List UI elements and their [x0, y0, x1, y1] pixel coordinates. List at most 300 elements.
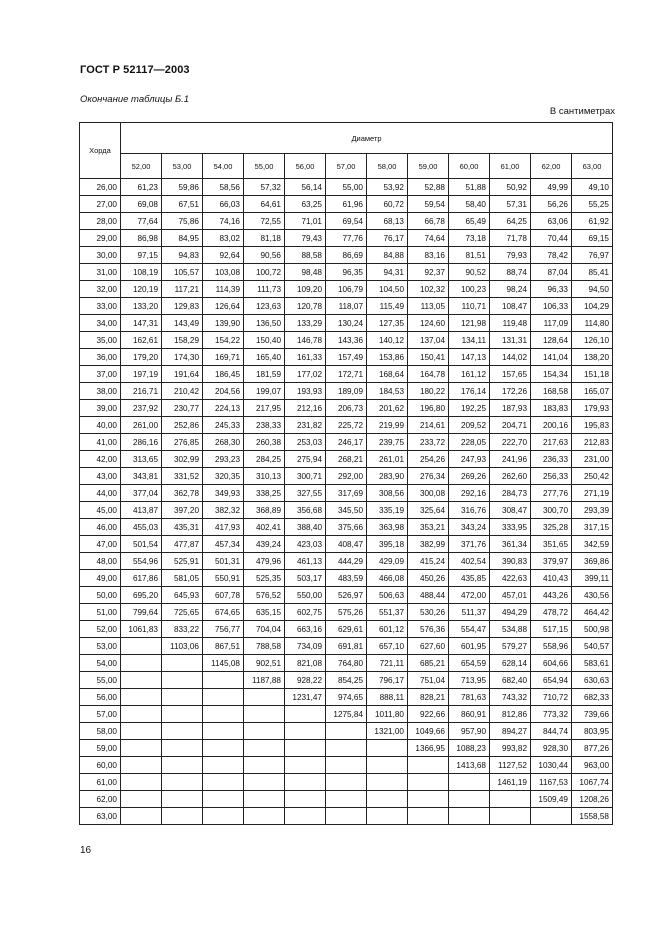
value-cell: 361,34 — [490, 536, 531, 553]
value-cell: 104,29 — [572, 298, 613, 315]
column-header: 59,00 — [408, 154, 449, 179]
diameter-header: Диаметр — [121, 123, 613, 154]
value-cell: 222,70 — [490, 434, 531, 451]
value-cell: 96,33 — [531, 281, 572, 298]
value-cell: 957,90 — [449, 723, 490, 740]
value-cell: 206,73 — [326, 400, 367, 417]
value-cell: 88,74 — [490, 264, 531, 281]
value-cell: 375,66 — [326, 519, 367, 536]
value-cell: 395,18 — [367, 536, 408, 553]
value-cell: 114,39 — [203, 281, 244, 298]
value-cell: 92,37 — [408, 264, 449, 281]
value-cell: 113,05 — [408, 298, 449, 315]
value-cell: 147,31 — [121, 315, 162, 332]
value-cell: 435,31 — [162, 519, 203, 536]
value-cell — [367, 740, 408, 757]
value-cell: 743,32 — [490, 689, 531, 706]
value-cell: 799,64 — [121, 604, 162, 621]
units-note: В сантиметрах — [549, 106, 615, 117]
value-cell: 165,40 — [244, 349, 285, 366]
value-cell: 56,14 — [285, 179, 326, 196]
chord-cell: 59,00 — [80, 740, 121, 757]
value-cell: 581,05 — [162, 570, 203, 587]
value-cell: 554,47 — [449, 621, 490, 638]
value-cell: 256,33 — [531, 468, 572, 485]
value-cell: 300,70 — [531, 502, 572, 519]
value-cell — [121, 723, 162, 740]
value-cell: 172,26 — [490, 383, 531, 400]
value-cell: 230,77 — [162, 400, 203, 417]
value-cell: 121,98 — [449, 315, 490, 332]
value-cell: 269,26 — [449, 468, 490, 485]
value-cell: 179,93 — [572, 400, 613, 417]
chord-cell: 43,00 — [80, 468, 121, 485]
chord-cell: 47,00 — [80, 536, 121, 553]
value-cell — [285, 706, 326, 723]
chord-cell: 32,00 — [80, 281, 121, 298]
value-cell — [162, 740, 203, 757]
value-cell: 261,00 — [121, 417, 162, 434]
value-cell: 457,34 — [203, 536, 244, 553]
value-cell: 119,48 — [490, 315, 531, 332]
value-cell: 607,78 — [203, 587, 244, 604]
value-cell: 503,17 — [285, 570, 326, 587]
value-cell: 216,71 — [121, 383, 162, 400]
value-cell: 96,35 — [326, 264, 367, 281]
value-cell: 212,16 — [285, 400, 326, 417]
value-cell: 246,17 — [326, 434, 367, 451]
chord-cell: 41,00 — [80, 434, 121, 451]
value-cell: 59,86 — [162, 179, 203, 196]
value-cell — [408, 757, 449, 774]
value-cell: 61,23 — [121, 179, 162, 196]
value-cell: 77,76 — [326, 230, 367, 247]
value-cell: 143,36 — [326, 332, 367, 349]
value-cell: 57,31 — [490, 196, 531, 213]
value-cell: 796,17 — [367, 672, 408, 689]
value-cell: 129,83 — [162, 298, 203, 315]
column-header: 63,00 — [572, 154, 613, 179]
value-cell: 114,80 — [572, 315, 613, 332]
column-header: 58,00 — [367, 154, 408, 179]
value-cell — [367, 757, 408, 774]
value-cell: 161,33 — [285, 349, 326, 366]
value-cell: 576,36 — [408, 621, 449, 638]
value-cell: 356,68 — [285, 502, 326, 519]
value-cell: 139,90 — [203, 315, 244, 332]
value-cell: 525,91 — [162, 553, 203, 570]
value-cell: 217,63 — [531, 434, 572, 451]
value-cell: 241,96 — [490, 451, 531, 468]
value-cell: 551,37 — [367, 604, 408, 621]
chord-cell: 61,00 — [80, 774, 121, 791]
value-cell: 143,49 — [162, 315, 203, 332]
value-cell: 92,64 — [203, 247, 244, 264]
value-cell: 483,59 — [326, 570, 367, 587]
value-cell: 184,53 — [367, 383, 408, 400]
value-cell: 377,04 — [121, 485, 162, 502]
value-cell — [244, 757, 285, 774]
value-cell: 212,83 — [572, 434, 613, 451]
value-cell: 69,08 — [121, 196, 162, 213]
table-row — [80, 230, 613, 247]
value-cell: 579,27 — [490, 638, 531, 655]
value-cell: 276,85 — [162, 434, 203, 451]
column-header: 53,00 — [162, 154, 203, 179]
value-cell: 430,56 — [572, 587, 613, 604]
chord-cell: 27,00 — [80, 196, 121, 213]
value-cell: 464,42 — [572, 604, 613, 621]
value-cell: 63,25 — [285, 196, 326, 213]
value-cell: 317,69 — [326, 485, 367, 502]
value-cell — [121, 655, 162, 672]
value-cell: 1231,47 — [285, 689, 326, 706]
value-cell: 316,76 — [449, 502, 490, 519]
value-cell: 124,60 — [408, 315, 449, 332]
page-number: 16 — [80, 845, 92, 856]
chord-cell: 54,00 — [80, 655, 121, 672]
value-cell: 402,41 — [244, 519, 285, 536]
value-cell: 199,07 — [244, 383, 285, 400]
value-cell: 172,71 — [326, 366, 367, 383]
value-cell: 713,95 — [449, 672, 490, 689]
chord-cell: 29,00 — [80, 230, 121, 247]
value-cell: 50,92 — [490, 179, 531, 196]
value-cell: 1413,68 — [449, 757, 490, 774]
value-cell — [244, 774, 285, 791]
column-header: 61,00 — [490, 154, 531, 179]
value-cell: 111,73 — [244, 281, 285, 298]
value-cell: 61,92 — [572, 213, 613, 230]
table-row — [80, 468, 613, 485]
value-cell: 94,83 — [162, 247, 203, 264]
value-cell — [121, 689, 162, 706]
value-cell: 102,32 — [408, 281, 449, 298]
value-cell — [244, 706, 285, 723]
value-cell: 534,88 — [490, 621, 531, 638]
value-cell — [121, 757, 162, 774]
value-cell: 439,24 — [244, 536, 285, 553]
value-cell: 133,29 — [285, 315, 326, 332]
value-cell: 888,11 — [367, 689, 408, 706]
value-cell: 371,76 — [449, 536, 490, 553]
chord-cell: 48,00 — [80, 553, 121, 570]
value-cell: 399,11 — [572, 570, 613, 587]
value-cell: 209,52 — [449, 417, 490, 434]
value-cell: 261,01 — [367, 451, 408, 468]
value-cell: 65,49 — [449, 213, 490, 230]
chord-cell: 33,00 — [80, 298, 121, 315]
chord-cell: 49,00 — [80, 570, 121, 587]
value-cell — [326, 757, 367, 774]
value-cell: 313,65 — [121, 451, 162, 468]
value-cell: 127,35 — [367, 315, 408, 332]
value-cell: 500,98 — [572, 621, 613, 638]
value-cell — [121, 740, 162, 757]
value-cell — [490, 791, 531, 808]
value-cell: 1049,66 — [408, 723, 449, 740]
value-cell: 67,51 — [162, 196, 203, 213]
value-cell — [162, 757, 203, 774]
value-cell: 293,39 — [572, 502, 613, 519]
value-cell: 228,05 — [449, 434, 490, 451]
table-row — [80, 349, 613, 366]
value-cell — [203, 774, 244, 791]
value-cell — [285, 774, 326, 791]
value-cell: 928,22 — [285, 672, 326, 689]
value-cell: 58,40 — [449, 196, 490, 213]
value-cell: 382,99 — [408, 536, 449, 553]
chord-cell: 58,00 — [80, 723, 121, 740]
value-cell: 558,96 — [531, 638, 572, 655]
value-cell: 704,04 — [244, 621, 285, 638]
value-cell: 922,66 — [408, 706, 449, 723]
value-cell: 429,09 — [367, 553, 408, 570]
column-header: 56,00 — [285, 154, 326, 179]
value-cell: 71,01 — [285, 213, 326, 230]
value-cell: 58,56 — [203, 179, 244, 196]
value-cell: 78,42 — [531, 247, 572, 264]
value-cell — [121, 791, 162, 808]
value-cell: 109,20 — [285, 281, 326, 298]
table-row — [80, 553, 613, 570]
value-cell: 751,04 — [408, 672, 449, 689]
value-cell — [244, 689, 285, 706]
value-cell: 408,47 — [326, 536, 367, 553]
table-row — [80, 451, 613, 468]
value-cell — [449, 791, 490, 808]
value-cell: 417,93 — [203, 519, 244, 536]
value-cell — [121, 672, 162, 689]
value-cell: 540,57 — [572, 638, 613, 655]
value-cell: 710,72 — [531, 689, 572, 706]
table-row — [80, 791, 613, 808]
value-cell: 488,44 — [408, 587, 449, 604]
value-cell: 721,11 — [367, 655, 408, 672]
value-cell: 1061,83 — [121, 621, 162, 638]
value-cell: 83,02 — [203, 230, 244, 247]
value-cell: 268,30 — [203, 434, 244, 451]
table-row — [80, 706, 613, 723]
value-cell: 74,64 — [408, 230, 449, 247]
value-cell: 657,10 — [367, 638, 408, 655]
value-cell: 183,83 — [531, 400, 572, 417]
value-cell: 64,61 — [244, 196, 285, 213]
value-cell: 627,60 — [408, 638, 449, 655]
value-cell: 300,71 — [285, 468, 326, 485]
value-cell: 511,37 — [449, 604, 490, 621]
value-cell: 550,91 — [203, 570, 244, 587]
chord-cell: 39,00 — [80, 400, 121, 417]
value-cell: 803,95 — [572, 723, 613, 740]
value-cell: 74,16 — [203, 213, 244, 230]
value-cell: 506,63 — [367, 587, 408, 604]
value-cell — [244, 808, 285, 825]
value-cell — [162, 655, 203, 672]
value-cell: 422,63 — [490, 570, 531, 587]
value-cell: 252,86 — [162, 417, 203, 434]
value-cell: 192,25 — [449, 400, 490, 417]
value-cell — [121, 638, 162, 655]
value-cell: 1461,19 — [490, 774, 531, 791]
value-cell: 154,22 — [203, 332, 244, 349]
table-row — [80, 298, 613, 315]
chord-cell: 62,00 — [80, 791, 121, 808]
value-cell: 157,65 — [490, 366, 531, 383]
value-cell: 283,90 — [367, 468, 408, 485]
value-cell: 325,64 — [408, 502, 449, 519]
value-cell: 457,01 — [490, 587, 531, 604]
table-row — [80, 264, 613, 281]
value-cell: 300,08 — [408, 485, 449, 502]
value-cell: 410,43 — [531, 570, 572, 587]
value-cell: 144,02 — [490, 349, 531, 366]
value-cell — [449, 808, 490, 825]
value-cell: 525,35 — [244, 570, 285, 587]
value-cell: 284,25 — [244, 451, 285, 468]
value-cell: 245,33 — [203, 417, 244, 434]
value-cell: 501,31 — [203, 553, 244, 570]
value-cell: 88,58 — [285, 247, 326, 264]
value-cell: 617,86 — [121, 570, 162, 587]
value-cell: 773,32 — [531, 706, 572, 723]
value-cell: 140,12 — [367, 332, 408, 349]
value-cell: 576,52 — [244, 587, 285, 604]
value-cell: 181,59 — [244, 366, 285, 383]
value-cell: 120,19 — [121, 281, 162, 298]
value-cell: 993,82 — [490, 740, 531, 757]
value-cell — [162, 689, 203, 706]
value-cell: 833,22 — [162, 621, 203, 638]
chord-cell: 31,00 — [80, 264, 121, 281]
value-cell — [203, 689, 244, 706]
value-cell: 292,00 — [326, 468, 367, 485]
value-cell: 94,50 — [572, 281, 613, 298]
table-row — [80, 757, 613, 774]
value-cell: 176,14 — [449, 383, 490, 400]
value-cell: 691,81 — [326, 638, 367, 655]
value-cell: 195,83 — [572, 417, 613, 434]
value-cell: 443,26 — [531, 587, 572, 604]
value-cell — [121, 774, 162, 791]
value-cell: 64,25 — [490, 213, 531, 230]
value-cell: 79,43 — [285, 230, 326, 247]
value-cell: 63,06 — [531, 213, 572, 230]
value-cell: 902,51 — [244, 655, 285, 672]
value-cell: 894,27 — [490, 723, 531, 740]
chord-cell: 30,00 — [80, 247, 121, 264]
value-cell: 100,23 — [449, 281, 490, 298]
value-cell: 104,50 — [367, 281, 408, 298]
table-row — [80, 315, 613, 332]
value-cell: 105,57 — [162, 264, 203, 281]
value-cell: 180,22 — [408, 383, 449, 400]
value-cell: 196,80 — [408, 400, 449, 417]
value-cell: 133,20 — [121, 298, 162, 315]
value-cell: 343,24 — [449, 519, 490, 536]
value-cell: 276,34 — [408, 468, 449, 485]
value-cell: 604,66 — [531, 655, 572, 672]
value-cell: 84,88 — [367, 247, 408, 264]
chord-cell: 55,00 — [80, 672, 121, 689]
value-cell: 100,72 — [244, 264, 285, 281]
value-cell: 739,66 — [572, 706, 613, 723]
value-cell: 90,56 — [244, 247, 285, 264]
value-cell: 382,32 — [203, 502, 244, 519]
table-row — [80, 213, 613, 230]
value-cell: 308,56 — [367, 485, 408, 502]
table-row — [80, 655, 613, 672]
column-header: 60,00 — [449, 154, 490, 179]
value-cell: 1088,23 — [449, 740, 490, 757]
value-cell: 1558,58 — [572, 808, 613, 825]
value-cell: 260,38 — [244, 434, 285, 451]
chord-cell: 28,00 — [80, 213, 121, 230]
value-cell: 137,04 — [408, 332, 449, 349]
column-header: 52,00 — [121, 154, 162, 179]
value-cell: 79,93 — [490, 247, 531, 264]
table-row — [80, 247, 613, 264]
value-cell: 725,65 — [162, 604, 203, 621]
table-row — [80, 332, 613, 349]
value-cell — [326, 774, 367, 791]
table-row — [80, 434, 613, 451]
value-cell: 204,71 — [490, 417, 531, 434]
value-cell: 1167,53 — [531, 774, 572, 791]
value-cell: 877,26 — [572, 740, 613, 757]
table-row — [80, 604, 613, 621]
chord-cell: 36,00 — [80, 349, 121, 366]
value-cell: 526,97 — [326, 587, 367, 604]
value-cell: 86,98 — [121, 230, 162, 247]
value-cell: 69,54 — [326, 213, 367, 230]
value-cell — [326, 808, 367, 825]
table-row — [80, 638, 613, 655]
value-cell — [285, 808, 326, 825]
value-cell: 225,72 — [326, 417, 367, 434]
value-cell: 66,03 — [203, 196, 244, 213]
value-cell: 292,16 — [449, 485, 490, 502]
value-cell: 219,99 — [367, 417, 408, 434]
table-row — [80, 519, 613, 536]
chord-cell: 26,00 — [80, 179, 121, 196]
value-cell: 342,59 — [572, 536, 613, 553]
table-row — [80, 366, 613, 383]
value-cell: 98,24 — [490, 281, 531, 298]
value-cell: 335,19 — [367, 502, 408, 519]
value-cell: 60,72 — [367, 196, 408, 213]
value-cell: 130,24 — [326, 315, 367, 332]
value-cell: 68,13 — [367, 213, 408, 230]
value-cell: 351,65 — [531, 536, 572, 553]
value-cell: 164,78 — [408, 366, 449, 383]
value-cell: 126,64 — [203, 298, 244, 315]
value-cell — [367, 774, 408, 791]
value-cell — [326, 740, 367, 757]
table-row — [80, 689, 613, 706]
value-cell: 186,45 — [203, 366, 244, 383]
value-cell — [367, 791, 408, 808]
value-cell: 76,17 — [367, 230, 408, 247]
value-cell: 69,15 — [572, 230, 613, 247]
value-cell: 86,69 — [326, 247, 367, 264]
value-cell: 435,85 — [449, 570, 490, 587]
value-cell: 575,26 — [326, 604, 367, 621]
value-cell: 56,26 — [531, 196, 572, 213]
value-cell: 126,10 — [572, 332, 613, 349]
value-cell: 1127,52 — [490, 757, 531, 774]
value-cell: 630,63 — [572, 672, 613, 689]
